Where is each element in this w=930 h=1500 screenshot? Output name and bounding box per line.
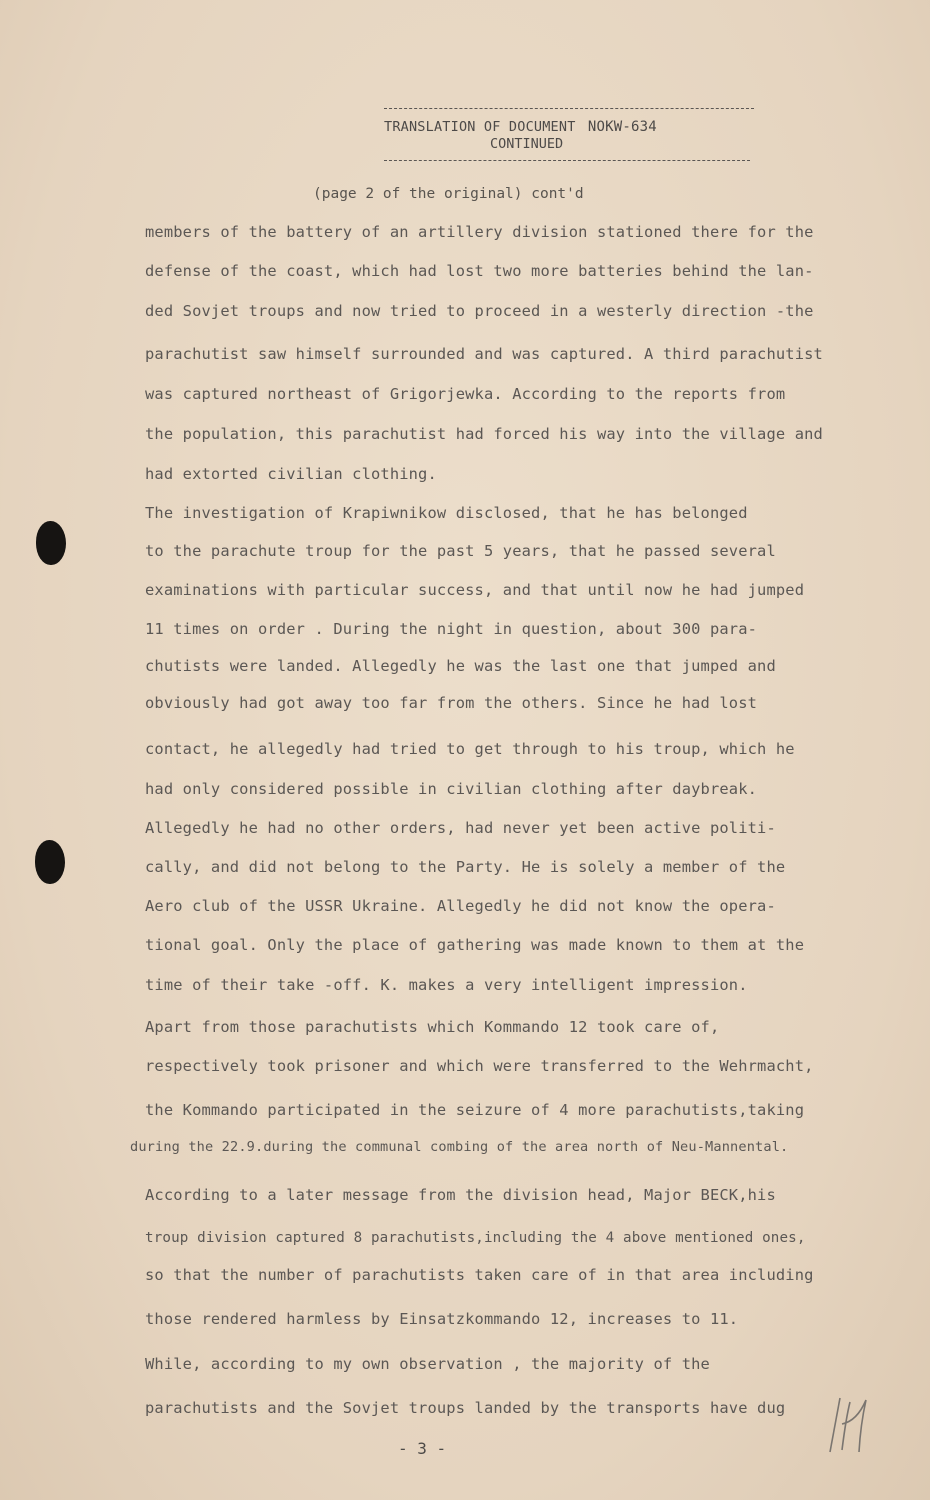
punch-hole bbox=[36, 521, 66, 565]
body-line: had extorted civilian clothing. bbox=[145, 465, 437, 483]
body-line: ded Sovjet troups and now tried to proceed in a westerly direction -the bbox=[145, 302, 814, 320]
body-line: to the parachute troup for the past 5 years, that he passed several bbox=[145, 542, 776, 560]
body-line: during the 22.9.during the communal combing of the area north of Neu-Mannental. bbox=[130, 1139, 789, 1155]
body-line: was captured northeast of Grigorjewka. According to the reports from bbox=[145, 385, 786, 403]
body-line: had only considered possible in civilian clothing after daybreak. bbox=[145, 780, 758, 798]
body-line: The investigation of Krapiwnikow disclosed, that he has belonged bbox=[145, 504, 748, 522]
body-line: examinations with particular success, and that until now he had jumped bbox=[145, 581, 805, 599]
page-number: - 3 - bbox=[398, 1439, 447, 1458]
body-line: chutists were landed. Allegedly he was the last one that jumped and bbox=[145, 657, 776, 675]
body-line: so that the number of parachutists taken care of in that area including bbox=[145, 1266, 814, 1284]
handwritten-initials bbox=[826, 1394, 882, 1456]
body-line: According to a later message from the division head, Major BECK,his bbox=[145, 1186, 776, 1204]
body-line: the Kommando participated in the seizure of 4 more parachutists,taking bbox=[145, 1101, 805, 1119]
body-line: obviously had got away too far from the others. Since he had lost bbox=[145, 694, 758, 712]
document-subtitle: CONTINUED bbox=[490, 136, 564, 152]
document-title: TRANSLATION OF DOCUMENT bbox=[384, 119, 576, 135]
body-line: Aero club of the USSR Ukraine. Allegedly he did not know the opera- bbox=[145, 897, 776, 915]
body-line: those rendered harmless by Einsatzkommando 12, increases to 11. bbox=[145, 1310, 739, 1328]
body-line: troup division captured 8 parachutists,including the 4 above mentioned ones, bbox=[145, 1230, 806, 1246]
document-number: NOKW-634 bbox=[587, 119, 657, 135]
body-line: time of their take -off. K. makes a very intelligent impression. bbox=[145, 976, 748, 994]
header-rule-bottom bbox=[384, 160, 750, 161]
page-reference: (page 2 of the original) cont'd bbox=[313, 186, 584, 202]
punch-hole bbox=[35, 840, 65, 884]
body-line: members of the battery of an artillery division stationed there for the bbox=[145, 223, 814, 241]
body-line: the population, this parachutist had forced his way into the village and bbox=[145, 425, 823, 443]
body-line: defense of the coast, which had lost two more batteries behind the lan- bbox=[145, 262, 814, 280]
header-rule-top bbox=[384, 108, 754, 109]
document-header bbox=[384, 108, 754, 161]
body-line: tional goal. Only the place of gathering was made known to them at the bbox=[145, 936, 805, 954]
body-line: cally, and did not belong to the Party. He is solely a member of the bbox=[145, 858, 786, 876]
body-line: Allegedly he had no other orders, had never yet been active politi- bbox=[145, 819, 776, 837]
body-line: Apart from those parachutists which Kommando 12 took care of, bbox=[145, 1018, 720, 1036]
body-line: While, according to my own observation , the majority of the bbox=[145, 1355, 710, 1373]
body-line: respectively took prisoner and which were transferred to the Wehrmacht, bbox=[145, 1057, 814, 1075]
body-line: 11 times on order . During the night in question, about 300 para- bbox=[145, 620, 758, 638]
body-line: parachutist saw himself surrounded and was captured. A third parachutist bbox=[145, 345, 823, 363]
body-line: parachutists and the Sovjet troups landed by the transports have dug bbox=[145, 1399, 786, 1417]
body-line: contact, he allegedly had tried to get through to his troup, which he bbox=[145, 740, 795, 758]
